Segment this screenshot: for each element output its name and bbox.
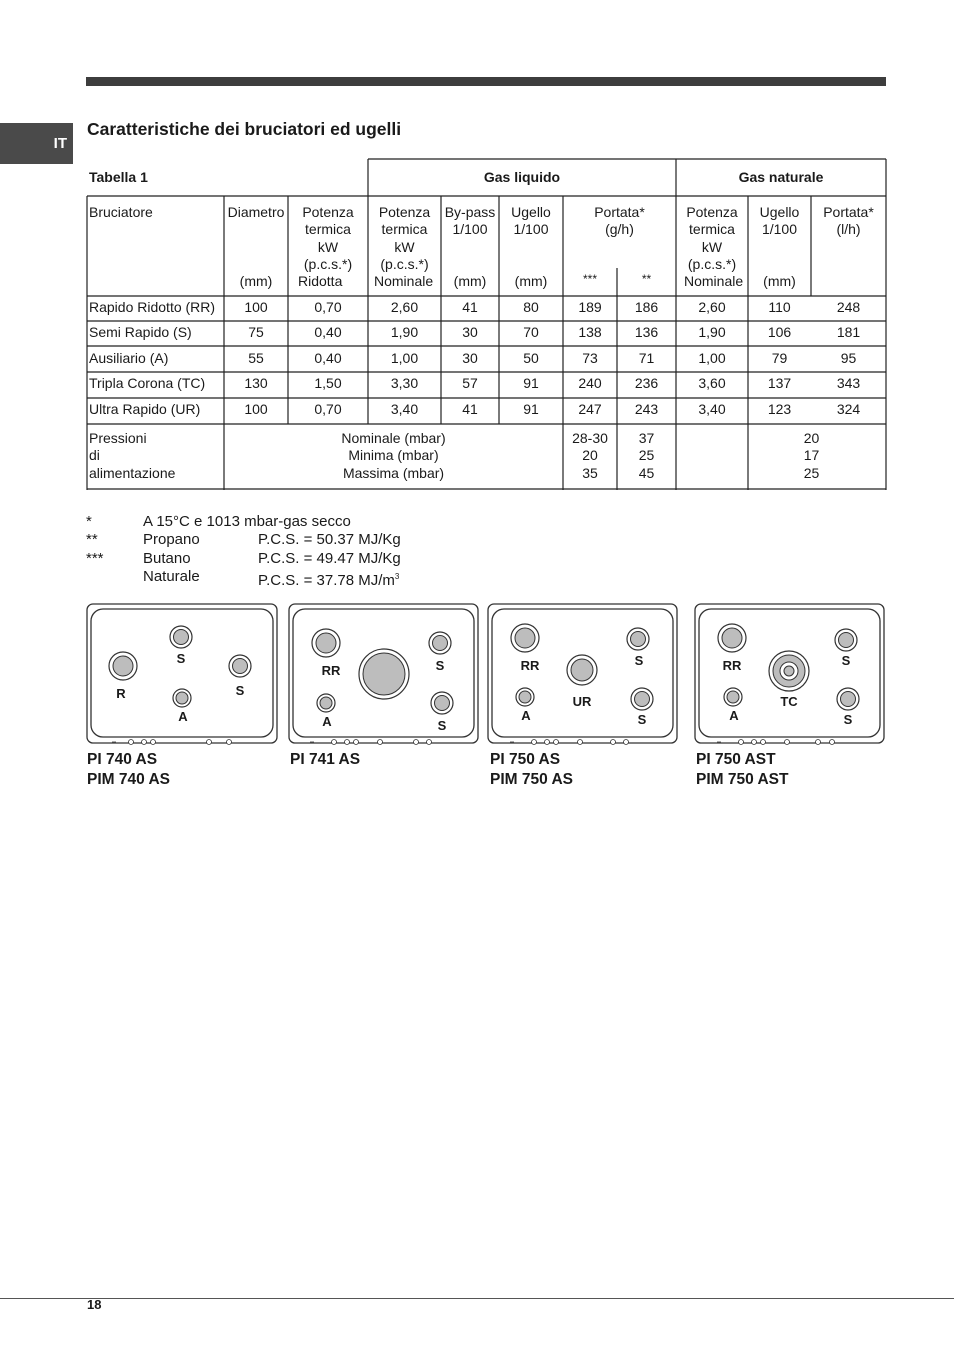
table-cell: 2,60: [390, 299, 419, 315]
table-cell: 0,70: [314, 299, 342, 315]
col-portata-lh: Portata* (l/h): [823, 204, 874, 238]
label-nominale-liquid: Nominale: [374, 273, 434, 289]
burner-label: S: [841, 653, 851, 668]
model-names-2: PI 741 AS: [290, 751, 361, 768]
burner-rapid-icon: [511, 624, 539, 652]
table-cell: 1,90: [698, 324, 726, 340]
label-nominale-natural: Nominale: [684, 273, 744, 289]
col-bypass-unit: (mm): [453, 273, 487, 289]
col-bruciatore: Bruciatore: [89, 204, 153, 220]
burner-rapid-icon: [109, 652, 137, 680]
burner-label: UR: [572, 694, 592, 709]
cooktop-diagram-1: [86, 603, 278, 747]
burner-label: RR: [722, 658, 742, 673]
burner-triple-crown-icon: [769, 651, 809, 691]
table-cell: 75: [248, 324, 264, 340]
burner-label: S: [435, 658, 445, 673]
burner-rapid-icon: [718, 624, 746, 652]
group-natural: Gas naturale: [738, 169, 824, 185]
burner-auxiliary-icon: [516, 688, 534, 706]
burner-semi-rapid-icon: [835, 629, 857, 651]
row-burner-name: Ultra Rapido (UR): [89, 401, 201, 417]
model-names-1: PI 740 AS PIM 740 AS: [87, 751, 170, 788]
label-ridotta: Ridotta: [298, 273, 343, 289]
burner-label: RR: [321, 663, 341, 678]
page-number: 18: [87, 1297, 102, 1312]
table-cell: 30: [462, 324, 478, 340]
burner-auxiliary-icon: [317, 694, 335, 712]
table-cell: 3,60: [698, 375, 726, 391]
table-cell: 248: [836, 299, 861, 315]
table-cell: 2,60: [698, 299, 726, 315]
knob-row: [310, 740, 432, 745]
col-potenza-ridotta: Potenza termica kW (p.c.s.*): [302, 204, 354, 272]
table-caption: Tabella 1: [89, 169, 148, 185]
burner-ultra-rapid-icon: [567, 655, 597, 685]
col-ugello-liquid: Ugello 1/100: [511, 204, 551, 238]
row-burner-name: Rapido Ridotto (RR): [89, 299, 216, 315]
table-cell: 137: [767, 375, 792, 391]
table-cell: 73: [582, 350, 598, 366]
table-cell: 41: [462, 401, 478, 417]
col-diametro-unit: (mm): [239, 273, 273, 289]
table-cell: 3,40: [390, 401, 419, 417]
pressure-types: Nominale (mbar) Minima (mbar) Massima (mbar): [341, 430, 446, 481]
burner-label: A: [729, 708, 739, 723]
knob-row: [112, 740, 232, 745]
cooktop-diagram-4: [694, 603, 885, 747]
burner-rapid-icon: [312, 629, 340, 657]
pressure-natural: 20 17 25: [803, 430, 820, 481]
table-cell: 1,50: [314, 375, 342, 391]
burner-label: S: [235, 683, 245, 698]
table-cell: 1,00: [698, 350, 726, 366]
table-cell: 3,40: [698, 401, 726, 417]
table-cell: 0,70: [314, 401, 342, 417]
table-cell: 1,00: [390, 350, 419, 366]
pressure-propane: 37 25 45: [638, 430, 655, 481]
col-butano-mark: ***: [582, 272, 597, 286]
table-cell: 91: [523, 401, 539, 417]
table-cell: 247: [578, 401, 602, 417]
burner-label: RR: [520, 658, 540, 673]
table-cell: 243: [634, 401, 659, 417]
burner-label: TC: [780, 694, 798, 709]
col-portata-gh: Portata* (g/h): [594, 204, 645, 238]
burner-semi-rapid-icon: [429, 632, 451, 654]
burner-large-icon: [359, 649, 409, 699]
burner-label: S: [843, 712, 853, 727]
table-cell: 55: [248, 350, 264, 366]
table-cell: 100: [244, 401, 268, 417]
language-code: IT: [53, 135, 67, 152]
knob-row: [717, 740, 835, 745]
col-potenza-nominale-natural: Potenza termica kW (p.c.s.*): [686, 204, 738, 272]
table-cell: 0,40: [314, 324, 342, 340]
language-tab: [0, 123, 73, 164]
group-liquid: Gas liquido: [483, 169, 561, 185]
table-cell: 181: [836, 324, 861, 340]
model-names-3: PI 750 AS PIM 750 AS: [490, 751, 573, 788]
table-cell: 100: [244, 299, 268, 315]
burner-semi-rapid-icon: [170, 626, 192, 648]
col-bypass: By-pass 1/100: [444, 204, 496, 238]
row-burner-name: Semi Rapido (S): [89, 324, 192, 340]
table-cell: 71: [638, 350, 655, 366]
table-cell: 130: [244, 375, 268, 391]
cooktop-diagram-3: [487, 603, 678, 747]
burner-label: S: [437, 718, 447, 733]
table-cell: 110: [768, 299, 791, 315]
model-names-4: PI 750 AST PIM 750 AST: [696, 751, 789, 788]
col-ugello-natural-unit: (mm): [763, 273, 796, 289]
row-burner-name: Ausiliario (A): [89, 350, 169, 366]
table-cell: 138: [578, 324, 602, 340]
table-cell: 3,30: [390, 375, 419, 391]
table-cell: 50: [523, 350, 539, 366]
burner-auxiliary-icon: [724, 688, 742, 706]
burner-semi-rapid-icon: [631, 688, 653, 710]
table-cell: 343: [836, 375, 861, 391]
burner-semi-rapid-icon: [837, 688, 859, 710]
col-propano-mark: **: [641, 272, 652, 286]
burner-label: A: [178, 709, 188, 724]
col-diametro: Diametro: [227, 204, 285, 220]
table-cell: 57: [462, 375, 478, 391]
table-cell: 136: [634, 324, 659, 340]
col-ugello-natural: Ugello 1/100: [759, 204, 800, 238]
cooktop-diagram-2: [288, 603, 479, 747]
table-cell: 106: [767, 324, 792, 340]
burner-semi-rapid-icon: [627, 628, 649, 650]
table-cell: 324: [836, 401, 861, 417]
table-cell: 30: [462, 350, 478, 366]
burner-label: S: [176, 651, 186, 666]
table-cell: 95: [840, 350, 857, 366]
table-cell: 0,40: [314, 350, 342, 366]
table-cell: 186: [634, 299, 659, 315]
table-cell: 240: [578, 375, 602, 391]
table-cell: 123: [767, 401, 792, 417]
table-cell: 41: [462, 299, 478, 315]
table-cell: 79: [771, 350, 788, 366]
knob-row: [510, 740, 629, 745]
col-ugello-liquid-unit: (mm): [514, 273, 548, 289]
footer-rule: [0, 1298, 954, 1299]
burner-label: A: [322, 714, 332, 729]
table-cell: 236: [634, 375, 659, 391]
burner-table: [86, 158, 887, 490]
col-potenza-nominale-liquid: Potenza termica kW (p.c.s.*): [378, 204, 431, 272]
table-cell: 91: [523, 375, 539, 391]
page-title: Caratteristiche dei bruciatori ed ugelli: [87, 119, 402, 139]
table-cell: 1,90: [390, 324, 419, 340]
burner-auxiliary-icon: [173, 689, 191, 707]
row-burner-name: Tripla Corona (TC): [89, 375, 206, 391]
table-cell: 70: [523, 324, 539, 340]
burner-semi-rapid-icon: [431, 692, 453, 714]
burner-semi-rapid-icon: [229, 655, 251, 677]
pressure-butane: 28-30 20 35: [572, 430, 608, 481]
table-cell: 189: [578, 299, 602, 315]
burner-label: R: [116, 686, 126, 701]
burner-label: S: [634, 653, 644, 668]
burner-label: A: [521, 708, 531, 723]
header-rule: [86, 77, 886, 86]
pressure-label: Pressioni di alimentazione: [89, 430, 176, 481]
table-cell: 80: [523, 299, 539, 315]
burner-label: S: [637, 712, 647, 727]
